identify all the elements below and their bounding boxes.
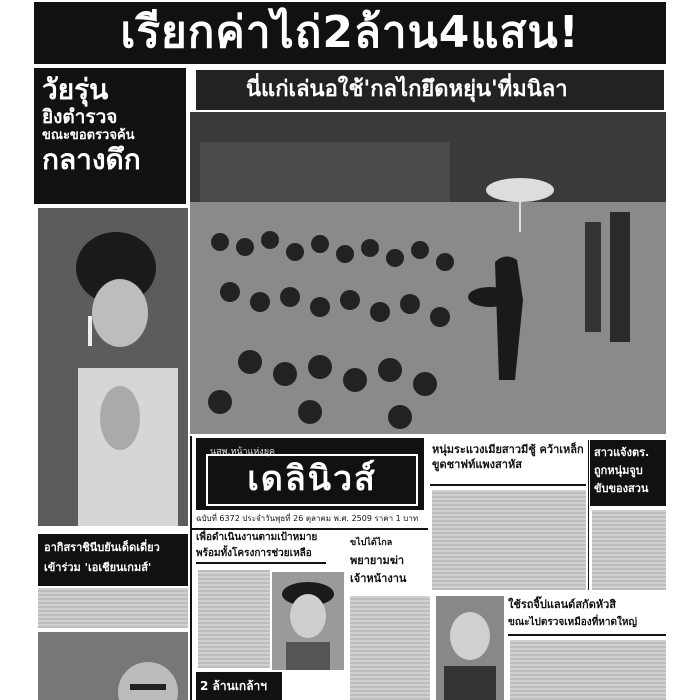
masthead	[196, 438, 424, 510]
left-headline-line-1: วัยรุ่น	[42, 73, 109, 106]
story-bottom-left-headline-line-1: อากิสราชินีบยันเด็ดเดี่ยว	[44, 541, 160, 554]
crowd-photo-illustration	[190, 112, 666, 434]
story-bottom-right-headline-line-2: ขณะไปตรวจเหมืองที่หาดใหญ่	[508, 617, 637, 628]
story-bottom-right-headline	[508, 596, 666, 636]
bottom-right-portrait-illustration	[436, 596, 504, 700]
left-headline-line-4: กลางดึก	[42, 143, 141, 176]
story-right-box-body	[592, 510, 666, 590]
dateline: ฉบับที่ 6372 ประจำวันพุธที่ 26 ตุลาคม พ.ศ. 2509 ราคา 1 บาท	[196, 514, 419, 523]
bottom-right-portrait-photo	[436, 596, 504, 700]
center-portrait-illustration	[272, 572, 344, 670]
subheadline-bar: นี่แก่เล่นอใช้'กลไกยึดหยุ่น'ที่มนิลา	[196, 70, 664, 110]
story-center2-headline-line-2: พยายามฆ่า	[350, 554, 405, 567]
story-right-box-line-3: ขับของสวน	[594, 482, 649, 495]
main-headline: เรียกค่าไถ่2ล้าน4แสน!	[34, 2, 666, 64]
story-center-headline-line-2: พร้อมทั้งโครงการช่วยเหลือ	[196, 548, 312, 559]
bottom-left-photo	[38, 632, 188, 700]
story-center-body	[198, 570, 270, 668]
story-bottom-left-headline	[38, 534, 188, 586]
main-photo-crowd	[190, 112, 666, 434]
story-bottom-center-headline: 2 ล้านเกล้าฯ	[196, 672, 282, 700]
story-bottom-left-body	[38, 588, 188, 628]
divider-vertical-left	[190, 436, 192, 700]
story-right-box	[590, 440, 666, 506]
masthead-title: เดลินิวส์	[206, 454, 418, 506]
left-portrait-photo	[38, 208, 188, 526]
story-bottom-right-headline-line-1: ใช้รถจิ๊ปแลนด์สกัดหัวสิ	[508, 598, 616, 611]
story-right-box-line-2: ถูกหนุ่มจูบ	[594, 464, 643, 477]
left-headline-line-2: ยิงตำรวจ	[42, 106, 118, 128]
story-center2-headline-line-3: เจ้าหน้างาน	[350, 572, 407, 585]
story-bottom-left-headline-line-2: เข้าร่วม 'เอเชียนเกมส์'	[44, 561, 152, 574]
story-center2-headline-line-1: ขไปได้ไกล	[350, 538, 393, 548]
story-right-headline: หนุ่มระแวงเมียสาวมีชู้ คว้าเหล็กขูดชาฟท์แพงสาหัส	[430, 440, 586, 486]
story-center2-body	[350, 596, 430, 700]
story-bottom-right-body	[510, 640, 666, 700]
story-right-body	[432, 490, 586, 590]
divider-horizontal-mid	[192, 528, 428, 530]
left-headline-line-3: ขณะขอตรวจค้น	[42, 128, 135, 143]
story-center2-headline	[350, 534, 430, 592]
left-headline-box	[34, 68, 186, 204]
divider-vertical-right	[588, 440, 589, 590]
portrait-illustration	[38, 208, 188, 526]
masthead-tagline: นสพ.หน้าแห่งยุค	[210, 447, 275, 457]
bottom-left-photo-illustration	[38, 632, 188, 700]
story-center-headline-line-1: เพื่อดำเนินงานตามเป้าหมาย	[196, 532, 318, 543]
story-center-headline	[196, 530, 326, 564]
story-right-box-line-1: สาวแจ้งตร.	[594, 446, 650, 459]
center-portrait-photo	[272, 572, 344, 670]
